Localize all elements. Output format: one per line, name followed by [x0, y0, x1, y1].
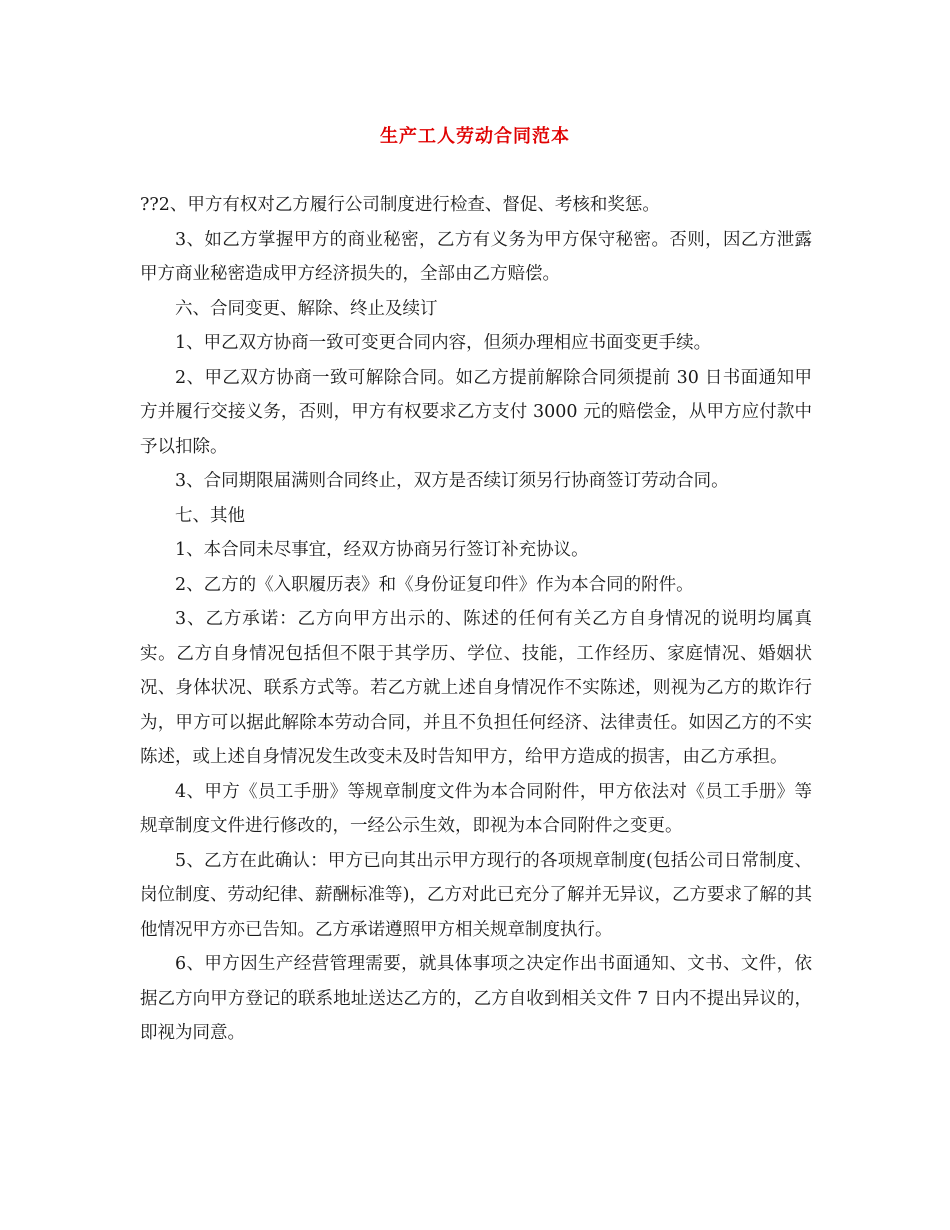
section-heading-6: 六、合同变更、解除、终止及续订 — [175, 298, 438, 319]
paragraph-supplementary-agreement: 1、本合同未尽事宜，经双方协商另行签订补充协议。 — [175, 540, 589, 560]
document-title: 生产工人劳动合同范本 — [380, 126, 570, 147]
paragraph-change-contract: 1、甲乙双方协商一致可变更合同内容，但须办理相应书面变更手续。 — [175, 333, 712, 353]
paragraph-clause-2: ??2、甲方有权对乙方履行公司制度进行检查、督促、考核和奖惩。 — [140, 195, 660, 215]
paragraph-notice-delivery: 6、甲方因生产经营管理需要，就具体事项之决定作出书面通知、文书、文件，依据乙方向甲方登记的联系地址送达乙方的，乙方自收到相关文件 7 日内不提出异议的，即视为同意。 — [140, 954, 812, 1043]
paragraph-rules-confirmation: 5、乙方在此确认：甲方已向其出示甲方现行的各项规章制度(包括公司日常制度、岗位制度、劳动纪律、薪酬标准等)，乙方对此已充分了解并无异议，乙方要求了解的其他情况甲方亦已告知。乙方承诺遵照甲方相关规章制度执行。 — [140, 850, 812, 940]
document-body — [140, 188, 812, 1051]
paragraph-employee-handbook: 4、甲方《员工手册》等规章制度文件为本合同附件，甲方依法对《员工手册》等规章制度文件进行修改的，一经公示生效，即视为本合同附件之变更。 — [140, 781, 812, 836]
paragraph-attachments: 2、乙方的《入职履历表》和《身份证复印件》作为本合同的附件。 — [175, 574, 694, 595]
paragraph-contract-expiry: 3、合同期限届满则合同终止，双方是否续订须另行协商签订劳动合同。 — [175, 471, 729, 491]
paragraph-terminate-contract: 2、甲乙双方协商一致可解除合同。如乙方提前解除合同须提前 30 日书面通知甲方并履行交接义务，否则，甲方有权要求乙方支付 3000 元的赔偿金，从甲方应付款中予以扣除。 — [140, 367, 812, 457]
paragraph-clause-3-trade-secret: 3、如乙方掌握甲方的商业秘密，乙方有义务为甲方保守秘密。否则，因乙方泄露甲方商业秘密造成甲方经济损失的，全部由乙方赔偿。 — [140, 229, 812, 284]
paragraph-employee-commitment: 3、乙方承诺：乙方向甲方出示的、陈述的任何有关乙方自身情况的说明均属真实。乙方自身情况包括但不限于其学历、学位、技能，工作经历、家庭情况、婚姻状况、身体状况、联系方式等。若乙方就上述自身情况作不实陈述，则视为乙方的欺诈行为，甲方可以据此解除本劳动合同，并且不负担任何经济、法律责任。如因乙方的不实陈述，或上述自身情况发生改变未及时告知甲方，给甲方造成的损害，由乙方承担。 — [140, 609, 812, 767]
section-heading-7: 七、其他 — [175, 505, 245, 526]
